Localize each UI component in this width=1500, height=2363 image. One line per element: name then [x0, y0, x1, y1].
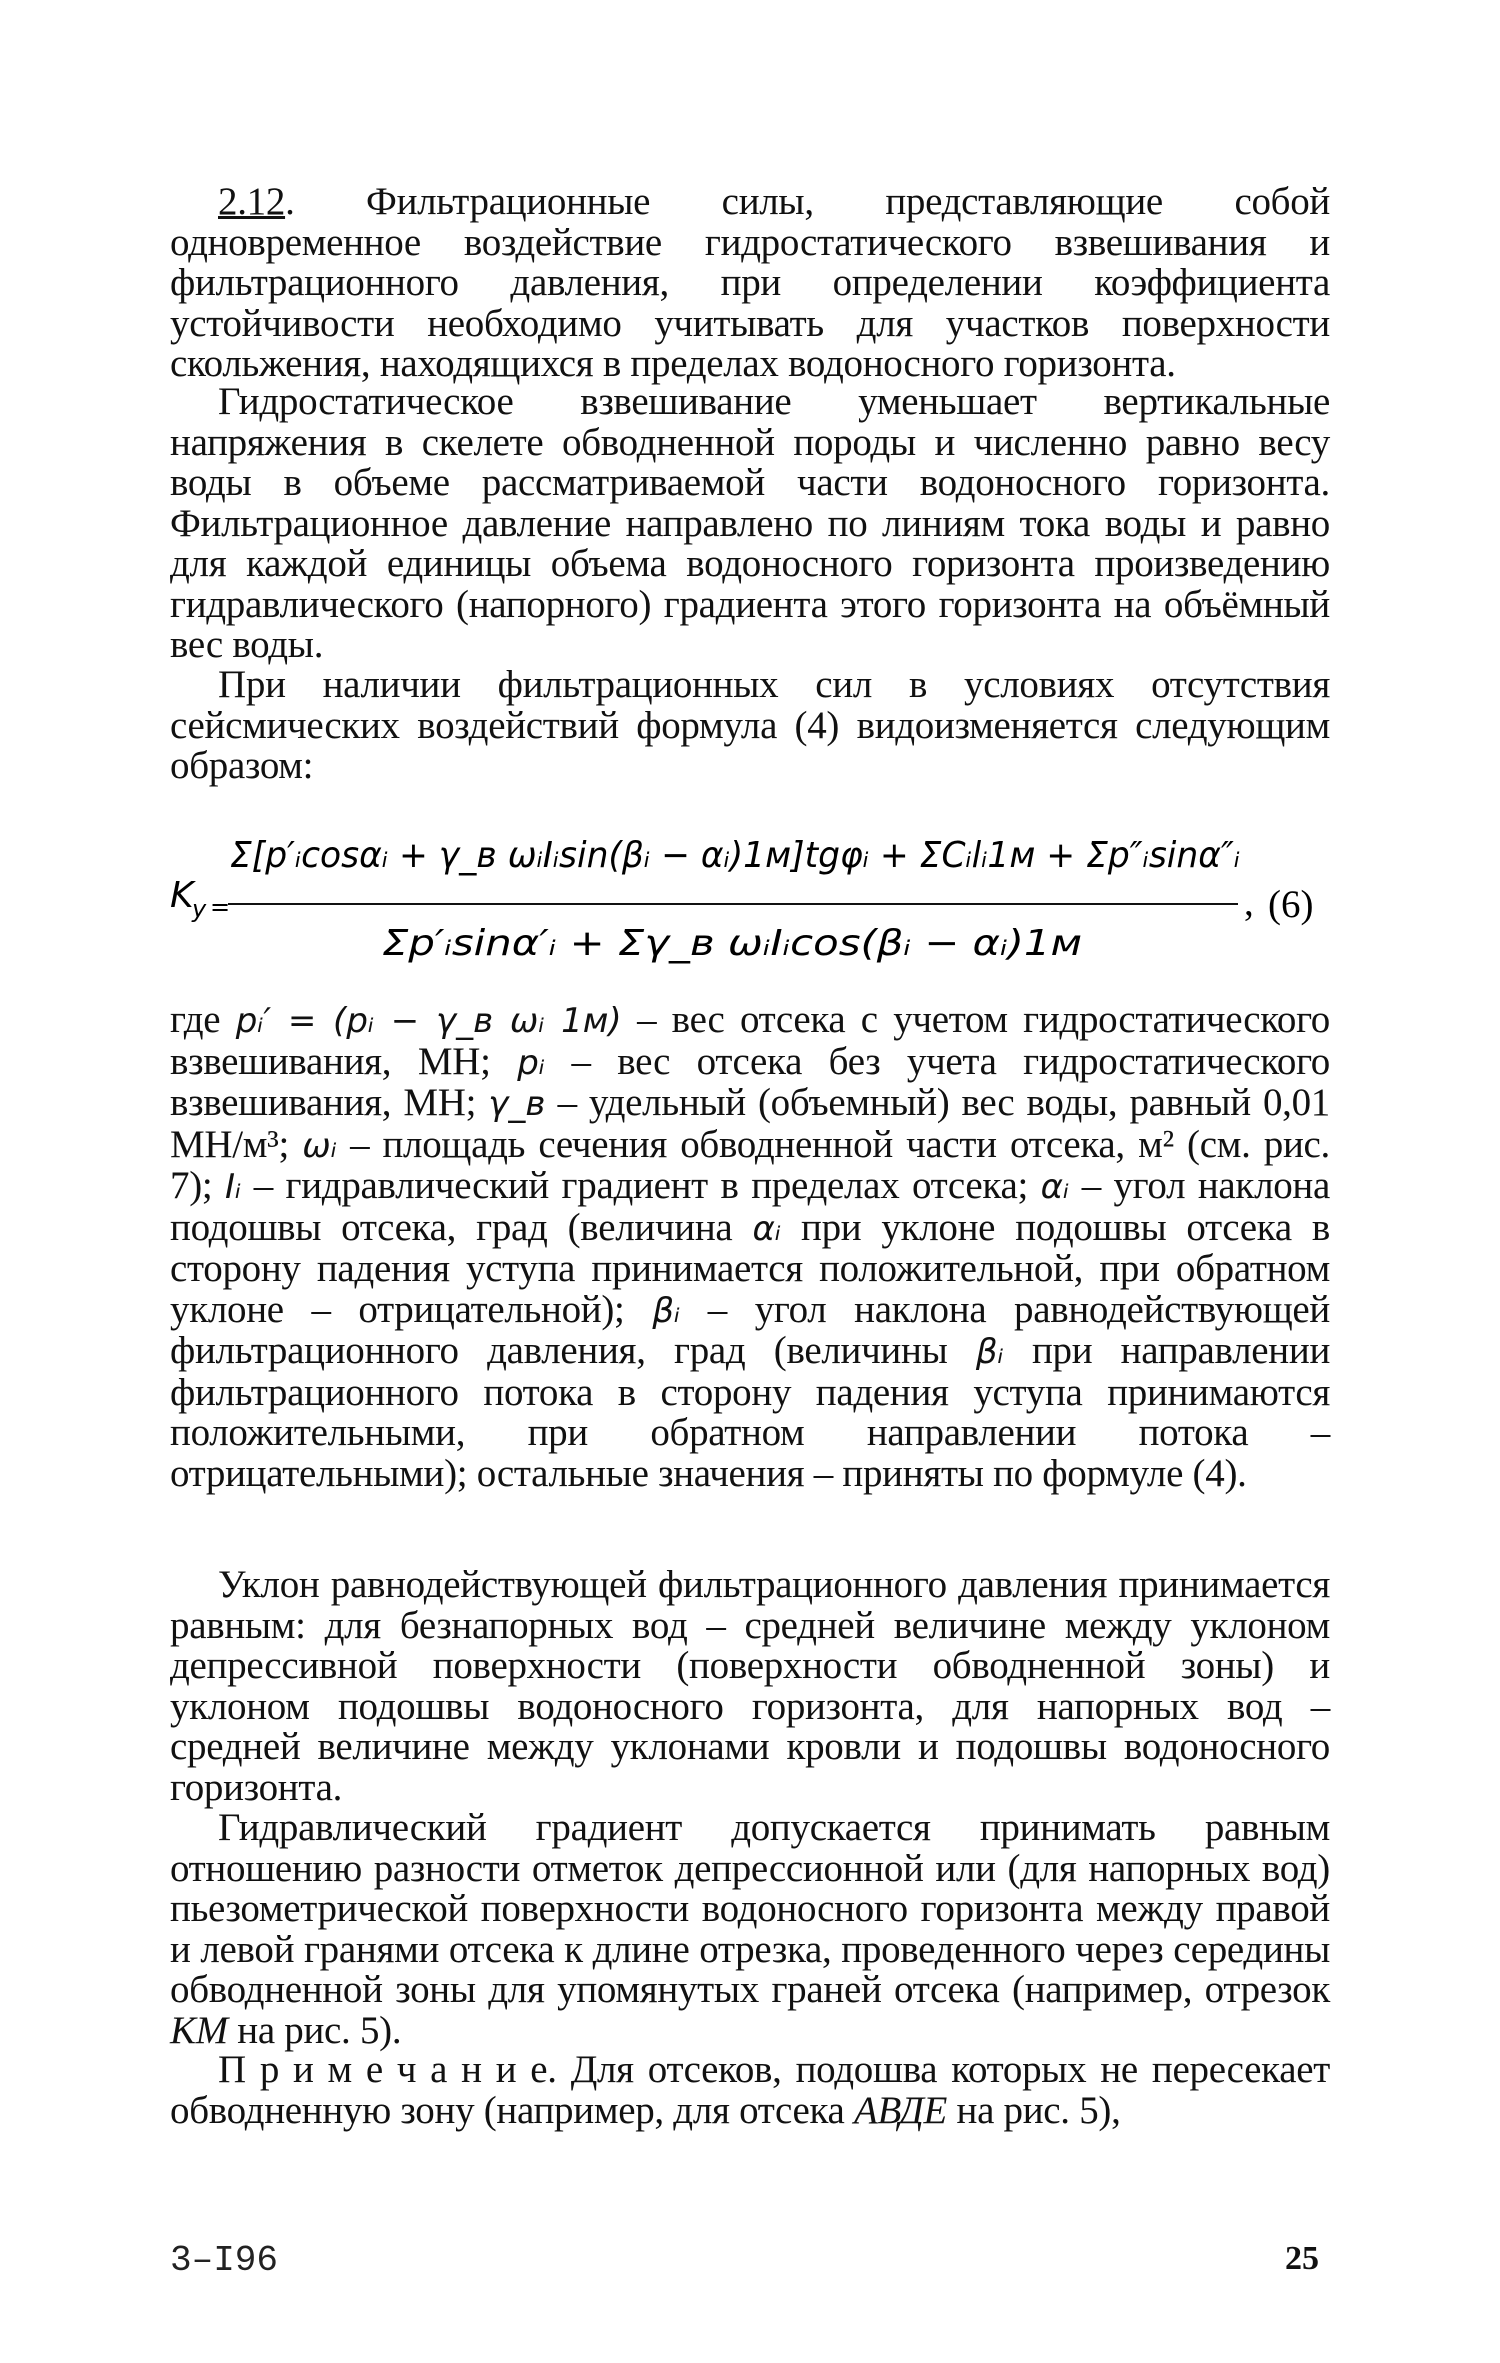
section-number: 2.12 — [218, 180, 286, 223]
paragraph-slope: Уклон равнодействующей фильтрационного давления принимается равным: для безнапорных вод – средней величине между уклоном депрессивной поверхности (поверхности обводненной зоны) и уклоном подошвы водоносного горизонта, для напорных вод – средней величине между уклонами кровли и подошвы водоносного горизонта. — [170, 1563, 1330, 1809]
formula-lhs: K — [170, 875, 194, 916]
where-word: где — [170, 998, 221, 1041]
formula-number: (6) — [1268, 883, 1314, 926]
definition-p-prime: – вес отсека с учетом гидростатического взвешивания, МН; — [170, 998, 1330, 1083]
paragraph-filtration-forces: При наличии фильтрационных сил в условиях отсутствия сейсмических воздействий формула (4) видоизменяется следующим образом: — [170, 663, 1330, 787]
formula-comma: , — [1244, 881, 1254, 924]
definition-beta-sign: при направлении фильтрационного потока в сторону падения уступа принимаются положительными, при обратном направлении потока – отрицательными); остальные значения – приняты по формуле (4). — [170, 1329, 1331, 1495]
symbol-alpha: αᵢ — [1040, 1167, 1070, 1207]
formula-numerator: Σ[p′ᵢcosαᵢ + γ_в ωᵢIᵢsin(βᵢ − αᵢ)1м]tgφᵢ + ΣCᵢlᵢ1м + Σp″ᵢsinα″ᵢ — [230, 835, 1240, 876]
definition-gamma: – удельный (объемный) вес воды, равный 0,01 МН/м³; — [170, 1081, 1331, 1166]
definition-beta: – угол наклона равнодействующей фильтрационного давления, град (величины — [170, 1287, 1331, 1372]
symbol-gamma: γ_в — [488, 1084, 546, 1124]
sheet-code: 3–I96 — [170, 2240, 279, 2281]
formula-equals: = — [210, 893, 231, 921]
definition-alpha-sign: при уклоне подошвы отсека в сторону падения уступа принимается положительной, при обратном уклоне – отрицательной); — [170, 1205, 1331, 1331]
symbol-p-prime-definition: pᵢ′ = (pᵢ − γ_в ωᵢ 1м) — [235, 1001, 622, 1041]
paragraph-hydrostatic: Гидростатическое взвешивание уменьшает вертикальные напряжения в скелете обводненной породы и численно равно весу воды в объеме рассматриваемой части водоносного горизонта. Фильтрационное давление направлено по линиям тока воды и равно для каждой единицы объема водоносного горизонта произведению гидравлического (напорного) градиента этого горизонта на объёмный вес воды. — [170, 380, 1330, 666]
paragraph-note — [170, 2050, 1330, 2131]
paragraph-1-text: . Фильтрационные силы, представляющие собой одновременное воздействие гидростатического взвешивания и фильтрационного давления, при определении коэффициента устойчивости необходимо учитывать для участков поверхности скольжения, находящихся в пределах водоносного горизонта. — [170, 180, 1330, 385]
definition-alpha: – угол наклона подошвы отсека, град (величина — [170, 1164, 1331, 1249]
symbol-p: pᵢ — [517, 1042, 545, 1083]
formula-lhs-subscript: y — [192, 895, 207, 923]
symbol-omega: ωᵢ — [302, 1125, 337, 1166]
symbol-alpha-2: αᵢ — [752, 1208, 781, 1249]
compartment-abde: АВДЕ — [854, 2088, 948, 2132]
formula-6-svg — [170, 815, 1330, 975]
symbol-I: Iᵢ — [225, 1167, 242, 1207]
definition-p: – вес отсека без учета гидростатического взвешивания, МН; — [170, 1039, 1331, 1124]
formula-denominator: Σp′ᵢsinα′ᵢ + Σγ_в ωᵢIᵢcos(βᵢ − αᵢ)1м — [382, 923, 1082, 964]
note-text: Для отсеков, подошва которых не пересекает обводненную зону (например, для отсека — [170, 2048, 1330, 2132]
segment-km: КМ — [170, 2008, 228, 2052]
paragraph-gradient-end: на рис. 5). — [237, 2008, 402, 2052]
paragraph-gradient-text: Гидравлический градиент допускается принимать равным отношению разности отметок депрессионной или (для напорных вод) пьезометрической поверхности водоносного горизонта между правой и левой гранями отсека к длине отрезка, проведенного через середины обводненной зоны для упомянутых граней отсека (например, отрезок — [170, 1806, 1330, 2011]
note-label: П р и м е ч а н и е. — [218, 2048, 557, 2091]
paragraph-2-12 — [170, 182, 1330, 385]
note-text-end: на рис. 5), — [956, 2088, 1121, 2132]
symbol-beta: βᵢ — [652, 1290, 681, 1331]
page-number: 25 — [1285, 2240, 1319, 2277]
definition-omega: – площадь сечения обводненной части отсека, м² (см. рис. 7); — [170, 1122, 1330, 1207]
definition-I: – гидравлический градиент в пределах отсека; — [253, 1164, 1028, 1207]
paragraph-gradient — [170, 1808, 1330, 2051]
paragraph-where-definitions — [170, 1000, 1330, 1494]
formula-6 — [170, 815, 1330, 975]
symbol-beta-2: βᵢ — [975, 1332, 1004, 1372]
